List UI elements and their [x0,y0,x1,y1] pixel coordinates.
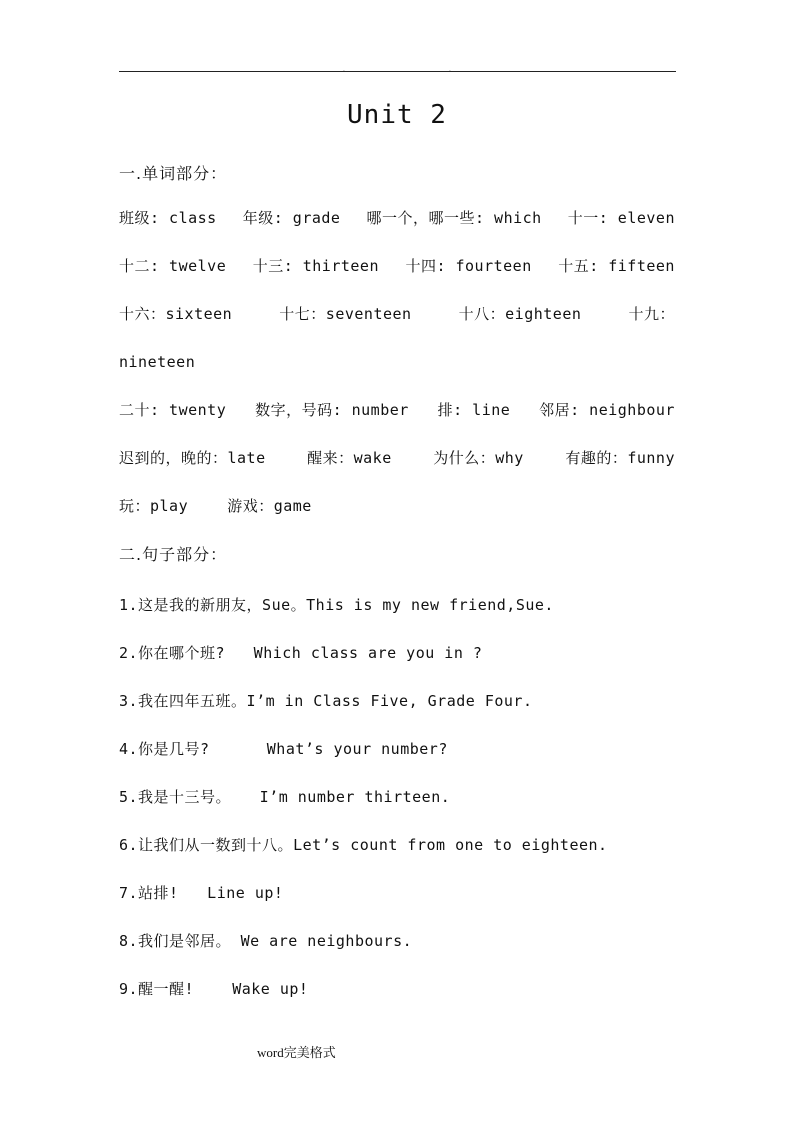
vocab-item: 邻居: neighbour [539,401,675,419]
sentence-item: 3.我在四年五班。I’m in Class Five, Grade Four. [119,692,533,710]
vocab-item: 十七：seventeen [279,305,412,323]
vocab-item: 十八：eighteen [458,305,582,323]
sentence-item: 6.让我们从一数到十八。Let’s count from one to eighteen. [119,836,608,854]
vocab-item: 二十: twenty [119,401,227,419]
page-title: Unit 2 [347,100,447,130]
vocab-row [119,400,675,420]
vocab-row [119,496,312,516]
vocab-item: 游戏：game [227,497,312,515]
vocab-row [119,208,675,228]
header-dot: . [449,66,451,73]
sentence-item: 1.这是我的新朋友，Sue。This is my new friend,Sue. [119,596,554,614]
vocab-item: 玩：play [119,497,189,515]
vocab-heading: 一.单词部分： [119,164,228,183]
sentence-item: 7.站排! Line up! [119,884,284,902]
vocab-row [119,304,675,324]
vocab-item: 十一: eleven [567,209,675,227]
vocab-item: 为什么：why [433,449,524,467]
vocab-item: 十三: thirteen [252,257,379,275]
vocab-item: nineteen [119,353,196,371]
vocab-row [119,352,195,372]
vocab-item: 数字，号码: number [255,401,409,419]
footer-text: word完美格式 [257,1045,336,1060]
sentence-item: 5.我是十三号。 I’m number thirteen. [119,788,451,806]
vocab-item: 十四: fourteen [405,257,532,275]
sentences-heading: 二.句子部分： [119,545,228,564]
vocab-item: 十五: fifteen [558,257,675,275]
vocab-item: 年级: grade [242,209,341,227]
vocab-item: 班级: class [119,209,217,227]
sentence-item: 4.你是几号? What’s your number? [119,740,448,758]
vocab-item: 十九： [628,305,675,323]
sentence-item: 9.醒一醒! Wake up! [119,980,309,998]
vocab-item: 醒来：wake [307,449,392,467]
vocab-item: 迟到的，晚的：late [119,449,266,467]
header-rule [119,71,676,72]
header-dot: . [343,66,345,73]
vocab-row [119,448,675,468]
vocab-item: 十六：sixteen [119,305,233,323]
vocab-item: 排: line [437,401,511,419]
vocab-item: 有趣的：funny [565,449,675,467]
sentence-item: 8.我们是邻居。 We are neighbours. [119,932,413,950]
vocab-item: 十二: twelve [119,257,227,275]
vocab-row [119,256,675,276]
sentence-item: 2.你在哪个班? Which class are you in ? [119,644,483,662]
vocab-item: 哪一个，哪一些: which [366,209,542,227]
